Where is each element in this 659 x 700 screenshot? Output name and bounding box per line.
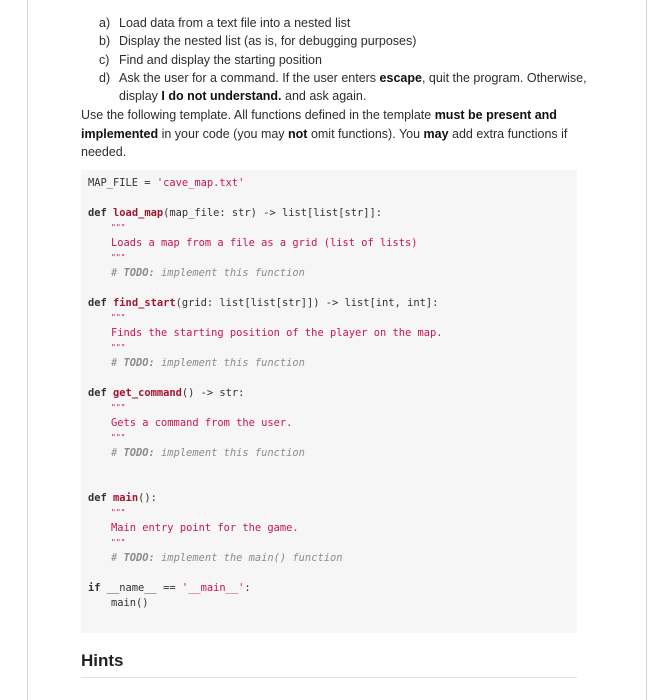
comment-todo: TODO: xyxy=(123,552,155,564)
code-condition: __name__ == xyxy=(100,582,182,594)
step-marker: b) xyxy=(99,34,111,49)
code-comment xyxy=(111,447,305,459)
step-item xyxy=(80,51,600,69)
code-comment xyxy=(111,267,305,279)
code-signature: (map_file: str) -> list[list[str]]: xyxy=(163,207,383,219)
comment-text: implement the main() function xyxy=(154,552,343,564)
code-docstring-quote: """ xyxy=(111,343,126,352)
code-function-name: find_start xyxy=(113,297,176,309)
code-docstring-quote: """ xyxy=(111,508,126,517)
code-docstring-quote: """ xyxy=(111,313,126,322)
code-call: main() xyxy=(111,597,149,609)
code-block xyxy=(81,170,577,633)
step-marker: a) xyxy=(99,16,111,30)
comment-text: implement this function xyxy=(154,357,305,369)
comment-todo: TODO: xyxy=(123,357,155,369)
step-keyword-escape: escape xyxy=(379,70,422,85)
step-text: Ask the user for a command. If the user enters xyxy=(119,70,380,85)
code-signature: (): xyxy=(138,492,157,504)
code-keyword: def xyxy=(88,297,107,309)
step-item xyxy=(80,14,600,32)
intro-text: Use the following template. All functions defined in the template xyxy=(81,108,435,122)
intro-text: in your code (you may xyxy=(158,126,289,141)
code-docstring-quote: """ xyxy=(111,253,126,262)
code-string: '__main__' xyxy=(181,582,245,594)
hints-heading: Hints xyxy=(81,651,124,670)
template-intro-paragraph xyxy=(81,106,586,162)
step-text: , quit the program. Otherwise, display xyxy=(119,70,587,104)
comment-todo: TODO: xyxy=(123,267,155,279)
comment-hash: # xyxy=(111,552,124,564)
code-docstring-quote: """ xyxy=(111,433,126,442)
intro-emphasis: may xyxy=(423,126,449,141)
page-border-right xyxy=(646,0,647,700)
step-text: and ask again. xyxy=(281,89,367,104)
code-comment xyxy=(111,552,342,564)
code-function-name: load_map xyxy=(113,207,164,219)
comment-text: implement this function xyxy=(154,447,305,459)
comment-hash: # xyxy=(111,267,124,279)
code-docstring-quote: """ xyxy=(111,223,126,232)
code-line xyxy=(88,207,382,219)
step-marker: d) xyxy=(99,70,111,85)
code-line xyxy=(88,297,438,309)
step-text: Display the nested list (as is, for debugging purposes) xyxy=(119,34,417,49)
intro-emphasis: must be present and implemented xyxy=(81,108,557,141)
instruction-steps xyxy=(80,14,600,105)
comment-hash: # xyxy=(111,357,124,369)
code-line xyxy=(88,492,157,504)
step-keyword-message: I do not understand. xyxy=(161,89,282,104)
code-docstring: Gets a command from the user. xyxy=(111,417,293,429)
intro-text: omit functions). You xyxy=(307,126,424,141)
page-border-left xyxy=(27,0,28,700)
code-identifier: MAP_FILE xyxy=(88,177,139,189)
comment-todo: TODO: xyxy=(123,447,155,459)
code-docstring: Finds the starting position of the player on the map. xyxy=(111,327,443,339)
code-keyword: def xyxy=(88,207,107,219)
step-item xyxy=(80,69,600,106)
code-docstring: Main entry point for the game. xyxy=(111,522,299,534)
code-docstring-quote: """ xyxy=(111,403,126,412)
code-operator: = xyxy=(138,177,157,189)
hints-divider xyxy=(81,677,577,678)
code-docstring-quote: """ xyxy=(111,538,126,547)
step-text: Load data from a text file into a nested list xyxy=(119,16,351,30)
code-line xyxy=(88,582,251,594)
comment-hash: # xyxy=(111,447,124,459)
intro-text: add extra functions if needed. xyxy=(81,126,568,159)
code-signature: (grid: list[list[str]]) -> list[int, int]: xyxy=(175,297,439,309)
code-signature: () -> str: xyxy=(181,387,245,399)
step-item xyxy=(80,32,600,50)
code-function-name: main xyxy=(113,492,139,504)
code-keyword: def xyxy=(88,387,107,399)
intro-emphasis: not xyxy=(288,126,308,141)
code-line xyxy=(88,177,244,189)
code-comment xyxy=(111,357,305,369)
code-docstring: Loads a map from a file as a grid (list of lists) xyxy=(111,237,418,249)
comment-text: implement this function xyxy=(154,267,305,279)
step-marker: c) xyxy=(99,52,110,67)
code-keyword: if xyxy=(88,582,101,594)
code-keyword: def xyxy=(88,492,107,504)
code-function-name: get_command xyxy=(113,387,182,399)
code-line xyxy=(88,387,244,399)
code-punctuation: : xyxy=(244,582,251,594)
step-text: Find and display the starting position xyxy=(119,52,322,67)
code-string: 'cave_map.txt' xyxy=(156,177,245,189)
